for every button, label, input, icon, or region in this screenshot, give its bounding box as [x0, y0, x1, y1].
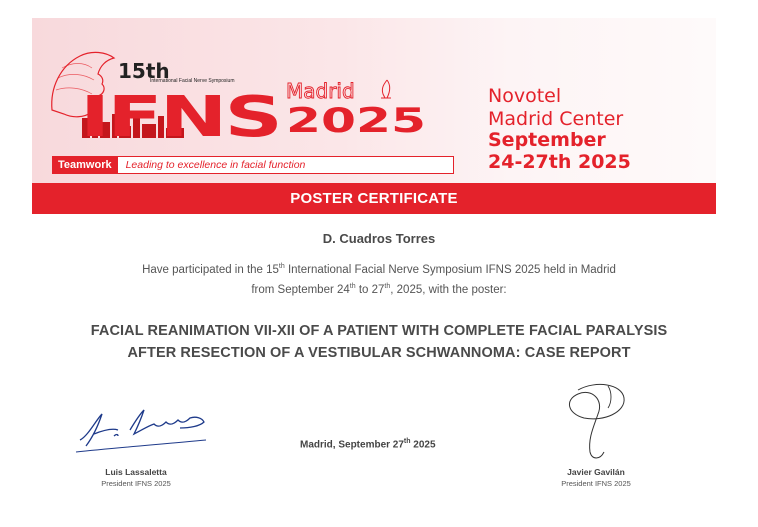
certificate-heading: POSTER CERTIFICATE	[32, 183, 716, 214]
event-year: 2025	[286, 101, 426, 141]
signatory-right-name: Javier Gavilán	[567, 467, 625, 477]
signature-left-icon	[74, 400, 214, 460]
ifns-acronym: IFNS	[80, 85, 280, 150]
poster-title-line1: FACIAL REANIMATION VII-XII OF A PATIENT WITH COMPLETE FACIAL PARALYSIS	[90, 323, 668, 339]
event-dates: 24-27th 2025	[488, 151, 631, 173]
recipient-name: D. Cuadros Torres	[322, 231, 436, 246]
signatory-left-name: Luis Lassaletta	[105, 467, 167, 477]
fountain-icon	[381, 80, 391, 98]
participation-text-line1: Have participated in the 15th International Facial Nerve Symposium IFNS 2025 held in Madrid	[142, 263, 616, 276]
signatory-right-role: President IFNS 2025	[561, 479, 631, 488]
teamwork-strip	[52, 156, 454, 174]
participation-text-line2: from September 24th to 27th, 2025, with the poster:	[251, 283, 507, 296]
poster-title-line2: AFTER RESECTION OF A VESTIBULAR SCHWANNOMA: CASE REPORT	[127, 345, 631, 361]
teamwork-label: Teamwork	[52, 156, 118, 174]
venue-location: Madrid Center	[488, 108, 624, 130]
tagline: Leading to excellence in facial function	[118, 156, 454, 174]
venue-name: Novotel	[488, 85, 562, 107]
city-outline-text: Madrid	[286, 79, 355, 103]
symposium-small-name: International Facial Nerve Symposium	[150, 78, 235, 84]
signature-right-icon	[538, 378, 638, 464]
edition-number: 15th	[118, 59, 170, 83]
place-and-date: Madrid, September 27th 2025	[300, 438, 436, 451]
signatory-left-role: President IFNS 2025	[101, 479, 171, 488]
event-banner	[32, 18, 716, 183]
event-month: September	[488, 129, 606, 151]
